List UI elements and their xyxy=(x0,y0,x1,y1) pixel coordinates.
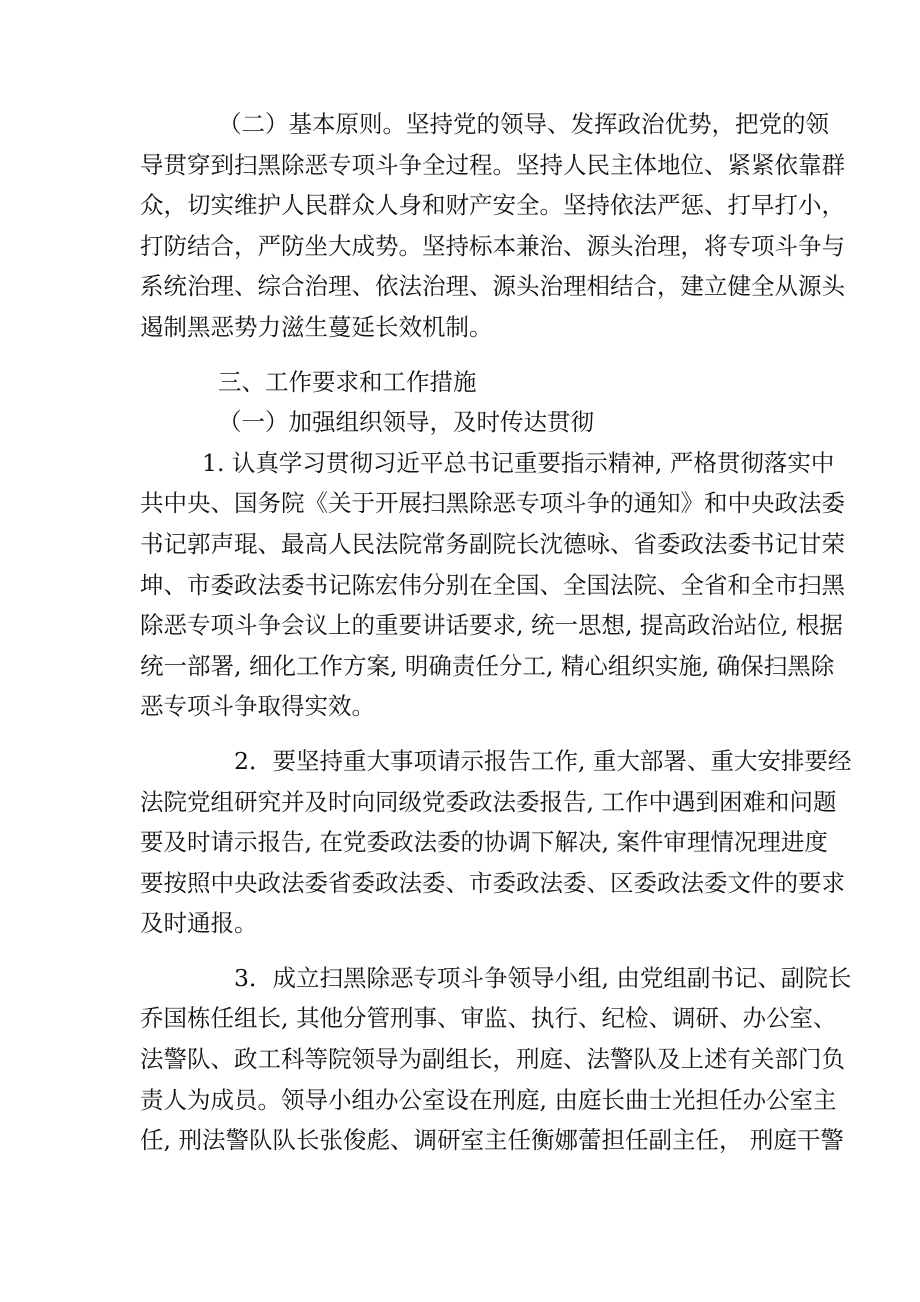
text-line: 打防结合，严防坐大成势。坚持标本兼治、源头治理，将专项斗争与 xyxy=(140,231,845,260)
paragraph-item-3 xyxy=(140,958,852,1161)
document-body xyxy=(140,104,852,1161)
text-line: 3．成立扫黑除恶专项斗争领导小组, 由党组副书记、副院长 xyxy=(234,963,852,992)
text-line: 乔国栋任组长, 其他分管刑事、审监、执行、纪检、调研、办公室、 xyxy=(140,1004,837,1033)
text-line: 及时通报。 xyxy=(140,909,258,938)
text-line: 统一部署, 细化工作方案, 明确责任分工, 精心组织实施, 确保扫黑除 xyxy=(140,651,835,680)
paragraph-item-2 xyxy=(140,741,852,944)
text-line: 导贯穿到扫黑除恶专项斗争全过程。坚持人民主体地位、紧紧依靠群 xyxy=(140,150,845,179)
text-line: 共中央、国务院《关于开展扫黑除恶专项斗争的通知》和中央政法委 xyxy=(140,489,845,518)
text-line: 系统治理、综合治理、依法治理、源头治理相结合，建立健全从源头 xyxy=(140,272,845,301)
text-line: 法院党组研究并及时向同级党委政法委报告, 工作中遇到困难和问题 xyxy=(140,787,837,816)
paragraph-basic-principles xyxy=(140,104,845,348)
text-line: 2．要坚持重大事项请示报告工作, 重大部署、重大安排要经 xyxy=(234,746,852,775)
text-line: 要按照中央政法委省委政法委、市委政法委、区委政法委文件的要求 xyxy=(140,868,845,897)
text-line: 遏制黑恶势力滋生蔓延长效机制。 xyxy=(140,312,493,341)
text-line: 众，切实维护人民群众人身和财产安全。坚持依法严惩、打早打小， xyxy=(140,191,845,220)
text-line: 任, 刑法警队队长张俊彪、调研室主任衡娜蕾担任副主任， 刑庭干警 xyxy=(140,1126,844,1155)
text-line: （二）基本原则。坚持党的领导、发挥政治优势，把党的领 xyxy=(218,110,829,138)
text-line: 责人为成员。领导小组办公室设在刑庭, 由庭长曲士光担任办公室主 xyxy=(140,1085,837,1114)
paragraph-item-1 xyxy=(140,443,845,727)
text-line: 1. 认真学习贯彻习近平总书记重要指示精神, 严格贯彻落实中 xyxy=(202,448,835,477)
text-line: 除恶专项斗争会议上的重要讲话要求, 统一思想, 提高政治站位, 根据 xyxy=(140,611,843,640)
section-heading: 三、工作要求和工作措施 xyxy=(218,367,477,396)
text-line: 恶专项斗争取得实效。 xyxy=(140,692,375,721)
text-line: 法警队、政工科等院领导为副组长，刑庭、法警队及上述有关部门负 xyxy=(140,1045,845,1074)
text-line: 坤、市委政法委书记陈宏伟分别在全国、全国法院、全省和全市扫黑 xyxy=(140,570,845,599)
text-line: 要及时请示报告, 在党委政法委的协调下解决, 案件审理情况理进度 xyxy=(140,828,828,857)
text-line: 书记郭声琨、最高人民法院常务副院长沈德咏、省委政法委书记甘荣 xyxy=(140,529,845,558)
subsection-heading: （一）加强组织领导，及时传达贯彻 xyxy=(218,408,594,437)
